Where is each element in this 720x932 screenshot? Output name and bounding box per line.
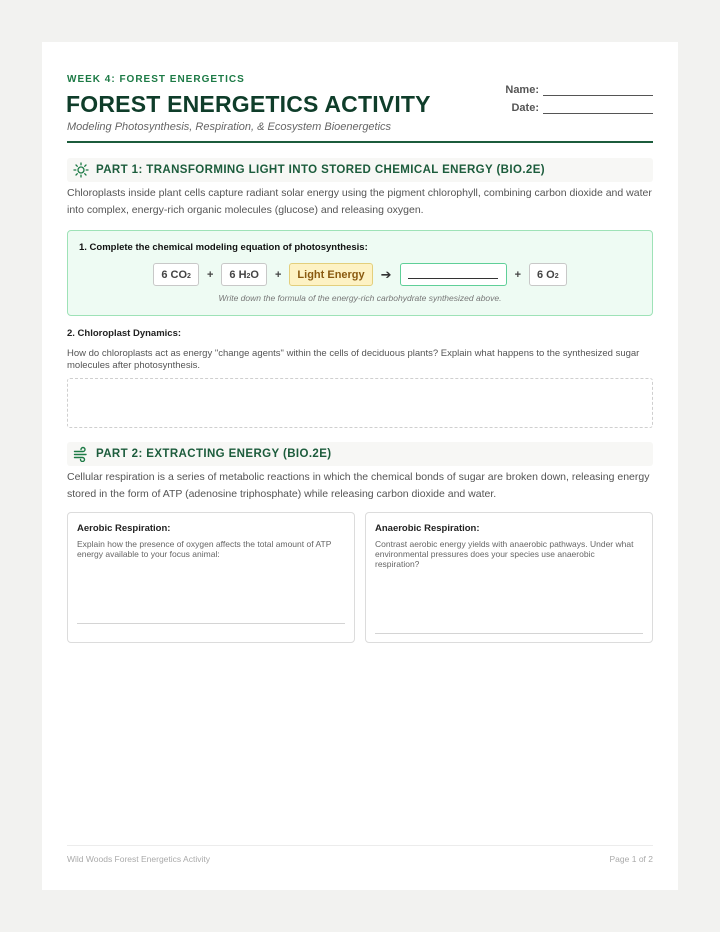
footer-divider: [67, 845, 653, 846]
footer-title: Wild Woods Forest Energetics Activity: [67, 854, 210, 864]
date-line[interactable]: [543, 103, 653, 114]
plus-sign: +: [206, 268, 214, 281]
q2-answer-area[interactable]: [67, 378, 653, 428]
q2-question: How do chloroplasts act as energy "change agents" within the cells of deciduous plants? Explain what happens to the synthesized sugar molecules after photosynthesis.: [67, 348, 640, 371]
q1-hint: Write down the formula of the energy-rich carbohydrate synthesized above.: [218, 293, 502, 303]
anaerobic-card: [365, 512, 653, 643]
wind-icon: [73, 446, 89, 462]
term-co2: 6 CO $_2$: [153, 263, 199, 286]
name-field[interactable]: [505, 84, 653, 96]
date-field[interactable]: [511, 102, 653, 114]
photosynthesis-equation: [68, 263, 652, 286]
worksheet-page: [42, 42, 678, 890]
term-o2: 6 O $_2$: [529, 263, 567, 286]
page-title: FOREST ENERGETICS ACTIVITY: [66, 91, 431, 117]
aerobic-title: Aerobic Respiration:: [77, 523, 171, 534]
arrow-icon: ➔: [380, 266, 392, 282]
name-label: Name:: [505, 84, 539, 96]
plus-sign: +: [514, 268, 521, 281]
sun-icon: [73, 162, 89, 178]
glucose-answer-blank[interactable]: [400, 263, 507, 286]
anaerobic-answer-line[interactable]: [375, 633, 643, 634]
date-label: Date:: [511, 102, 539, 114]
anaerobic-prompt: Contrast aerobic energy yields with anaerobic pathways. Under what environmental pressures does your species use anaerobic respiration?: [375, 539, 634, 569]
term-h2o: 6 H $_2$ O: [221, 263, 267, 286]
part2-intro: Cellular respiration is a series of metabolic reactions in which the chemical bonds of sugar are broken down, releasing energy stored in the form of ATP (adenosine triphosphate) while releasing carbon dioxide and water.: [67, 471, 650, 500]
week-kicker: WEEK 4: FOREST ENERGETICS: [67, 74, 245, 85]
part2-title: PART 2: EXTRACTING ENERGY (BIO.2E): [96, 448, 332, 460]
plus-sign: +: [274, 268, 282, 281]
q1-label: 1. Complete the chemical modeling equation of photosynthesis:: [79, 242, 368, 253]
part1-intro: Chloroplasts inside plant cells capture radiant solar energy using the pigment chlorophyll, combining carbon dioxide and water into complex, energy-rich organic molecules (glucose) and releasing oxygen.: [67, 187, 652, 216]
aerobic-card: [67, 512, 355, 643]
header-divider: [67, 141, 653, 143]
anaerobic-title: Anaerobic Respiration:: [375, 523, 480, 534]
aerobic-prompt: Explain how the presence of oxygen affects the total amount of ATP energy available to your focus animal:: [77, 539, 332, 559]
aerobic-answer-line[interactable]: [77, 623, 345, 624]
page-subtitle: Modeling Photosynthesis, Respiration, & Ecosystem Bioenergetics: [67, 121, 392, 133]
part1-heading: [67, 158, 653, 182]
page-number: Page 1 of 2: [609, 854, 653, 864]
name-line[interactable]: [543, 85, 653, 96]
term-light-energy: Light Energy: [289, 263, 372, 286]
part2-heading: [67, 442, 653, 466]
q2-label: 2. Chloroplast Dynamics:: [67, 328, 182, 339]
photosynthesis-equation-box: [67, 230, 653, 316]
part1-title: PART 1: TRANSFORMING LIGHT INTO STORED CHEMICAL ENERGY (BIO.2E): [96, 164, 546, 176]
